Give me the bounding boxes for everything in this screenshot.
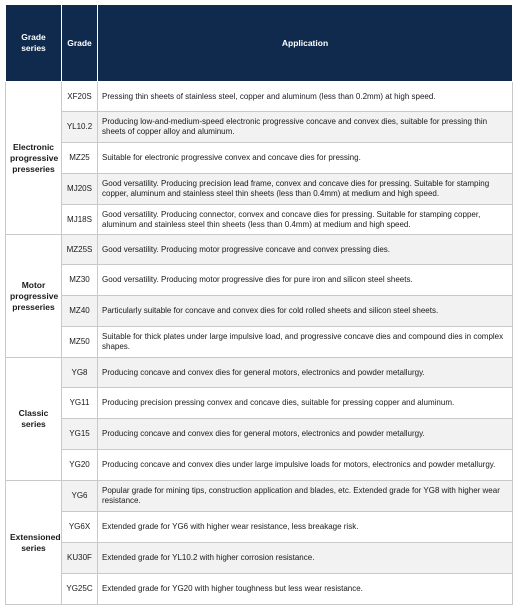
grade-cell: MZ50 [62, 327, 98, 358]
application-cell: Producing concave and convex dies under large impulsive loads for motors, electronics and powder metallurgy. [98, 450, 513, 481]
application-cell: Producing concave and convex dies for general motors, electronics and powder metallurgy. [98, 358, 513, 388]
grade-cell: YL10.2 [62, 112, 98, 143]
table-row [6, 235, 513, 265]
table-row [6, 481, 513, 512]
table-row [6, 543, 513, 574]
table-row [6, 265, 513, 296]
table-row [6, 82, 513, 112]
grade-cell: MJ18S [62, 205, 98, 235]
application-cell: Good versatility. Producing precision lead frame, convex and concave dies for pressing. Suitable for stamping copper, aluminum and stainless steel thin sheets (less than 0.4mm) at medium and high speed. [98, 174, 513, 205]
table-row [6, 174, 513, 205]
table-row [6, 143, 513, 174]
application-cell: Producing low-and-medium-speed electronic progressive concave and convex dies, suitable for pressing thin sheets of copper alloy and aluminum. [98, 112, 513, 143]
application-cell: Extended grade for YL10.2 with higher corrosion resistance. [98, 543, 513, 574]
header-application: Application [98, 5, 513, 82]
series-cell-extensioned: Extensioned series [6, 481, 62, 605]
application-cell: Pressing thin sheets of stainless steel, copper and aluminum (less than 0.2mm) at high speed. [98, 82, 513, 112]
grade-cell: XF20S [62, 82, 98, 112]
grade-cell: MZ30 [62, 265, 98, 296]
application-cell: Good versatility. Producing connector, convex and concave dies for pressing. Suitable for stamping copper, aluminum and stainless steel thin sheets (less than 0.4mm) at medium and high speed. [98, 205, 513, 235]
grade-cell: MZ25 [62, 143, 98, 174]
grade-cell: MZ25S [62, 235, 98, 265]
table-row [6, 388, 513, 419]
table-row [6, 112, 513, 143]
grade-cell: YG6 [62, 481, 98, 512]
application-cell: Popular grade for mining tips, construction application and blades, etc. Extended grade for YG8 with higher wear resistance. [98, 481, 513, 512]
application-cell: Suitable for thick plates under large impulsive load, and progressive concave dies and compound dies in complex shapes. [98, 327, 513, 358]
application-cell: Good versatility. Producing motor progressive dies for pure iron and silicon steel sheets. [98, 265, 513, 296]
application-cell: Producing precision pressing convex and concave dies, suitable for pressing copper and aluminum. [98, 388, 513, 419]
grade-cell: YG15 [62, 419, 98, 450]
application-cell: Particularly suitable for concave and convex dies for cold rolled sheets and silicon steel sheets. [98, 296, 513, 327]
table-row [6, 327, 513, 358]
series-cell-motor: Motor progressive presseries [6, 235, 62, 358]
application-cell: Producing concave and convex dies for general motors, electronics and powder metallurgy. [98, 419, 513, 450]
grade-cell: YG6X [62, 512, 98, 543]
table-row [6, 205, 513, 235]
table-header-row [6, 5, 513, 82]
header-grade: Grade [62, 5, 98, 82]
table-row [6, 574, 513, 605]
grade-cell: YG11 [62, 388, 98, 419]
table-row [6, 358, 513, 388]
application-cell: Extended grade for YG20 with higher toughness but less wear resistance. [98, 574, 513, 605]
table-row [6, 296, 513, 327]
table-row [6, 450, 513, 481]
grade-cell: YG20 [62, 450, 98, 481]
grade-cell: YG25C [62, 574, 98, 605]
grade-cell: YG8 [62, 358, 98, 388]
table-row [6, 512, 513, 543]
grade-cell: MZ40 [62, 296, 98, 327]
header-grade-series: Grade series [6, 5, 62, 82]
table-row [6, 419, 513, 450]
series-cell-electronic: Electronic progressive presseries [6, 82, 62, 235]
grade-cell: KU30F [62, 543, 98, 574]
series-cell-classic: Classic series [6, 358, 62, 481]
application-cell: Suitable for electronic progressive convex and concave dies for pressing. [98, 143, 513, 174]
application-cell: Good versatility. Producing motor progressive concave and convex pressing dies. [98, 235, 513, 265]
application-cell: Extended grade for YG6 with higher wear resistance, less breakage risk. [98, 512, 513, 543]
grade-application-table [5, 4, 513, 605]
grade-cell: MJ20S [62, 174, 98, 205]
